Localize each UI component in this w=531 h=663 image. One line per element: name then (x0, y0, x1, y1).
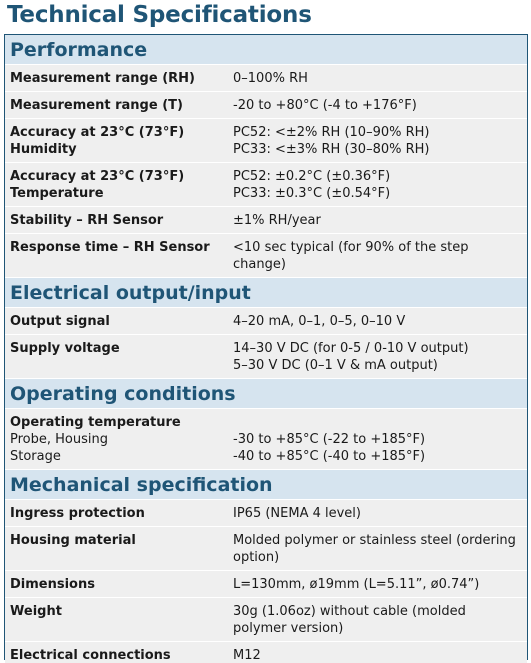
spec-value (227, 168, 527, 202)
spec-value-line: PC33: ±0.3°C (±0.54°F) (233, 186, 391, 201)
spec-label: Dimensions (10, 577, 95, 592)
spec-label: Electrical connections (10, 648, 171, 663)
spec-row (5, 119, 527, 163)
spec-row (5, 234, 527, 278)
spec-value-line: PC52: ±0.2°C (±0.36°F) (233, 169, 391, 184)
spec-value (227, 124, 527, 158)
spec-label-line: Humidity (10, 142, 77, 157)
spec-label (5, 414, 227, 465)
spec-row (5, 500, 527, 527)
spec-value-line: -40 to +85°C (-40 to +185°F) (233, 449, 426, 464)
spec-row (5, 92, 527, 119)
spec-label-line: Operating temperature (10, 415, 181, 430)
spec-value: ±1% RH/year (233, 213, 321, 228)
spec-value-line: 5–30 V DC (0–1 V & mA output) (233, 358, 438, 373)
spec-label: Weight (10, 604, 62, 619)
spec-sublabel: Storage (10, 449, 61, 464)
spec-value (227, 340, 527, 374)
spec-sublabel: Probe, Housing (10, 432, 108, 447)
spec-row (5, 642, 527, 663)
spec-value: 0–100% RH (233, 71, 308, 86)
section-heading-operating: Operating conditions (5, 379, 527, 409)
spec-label: Housing material (10, 533, 136, 548)
spec-label (5, 124, 227, 158)
spec-value: 4–20 mA, 0–1, 0–5, 0–10 V (233, 314, 406, 329)
spec-row (5, 598, 527, 642)
spec-row (5, 335, 527, 379)
spec-label: Measurement range (T) (10, 98, 183, 113)
spec-value-line: PC33: <±3% RH (30–80% RH) (233, 142, 430, 157)
spec-row (5, 163, 527, 207)
spec-label: Supply voltage (10, 341, 120, 356)
spec-label-line: Accuracy at 23°C (73°F) (10, 169, 185, 184)
spec-label: Output signal (10, 314, 110, 329)
spec-value: <10 sec typical (for 90% of the step change) (233, 240, 469, 272)
spec-value: -20 to +80°C (-4 to +176°F) (233, 98, 417, 113)
spec-row (5, 308, 527, 335)
spec-value-line (233, 414, 523, 431)
spec-value: IP65 (NEMA 4 level) (233, 506, 361, 521)
section-heading-performance: Performance (5, 35, 527, 65)
spec-label: Response time – RH Sensor (10, 240, 210, 255)
section-heading-electrical: Electrical output/input (5, 278, 527, 308)
spec-row (5, 65, 527, 92)
spec-table (4, 34, 528, 663)
section-heading-mechanical: Mechanical specification (5, 470, 527, 500)
spec-row (5, 409, 527, 470)
spec-label-line: Temperature (10, 186, 104, 201)
spec-value (227, 414, 527, 465)
spec-row (5, 207, 527, 234)
spec-label-line: Accuracy at 23°C (73°F) (10, 125, 185, 140)
spec-row (5, 571, 527, 598)
page-title: Technical Specifications (7, 2, 312, 28)
spec-value-line: 14–30 V DC (for 0-5 / 0-10 V output) (233, 341, 469, 356)
spec-value: Molded polymer or stainless steel (ordering option) (233, 533, 516, 565)
spec-value-line: PC52: <±2% RH (10–90% RH) (233, 125, 430, 140)
spec-label: Ingress protection (10, 506, 145, 521)
spec-value-line: -30 to +85°C (-22 to +185°F) (233, 432, 426, 447)
spec-value: L=130mm, ø19mm (L=5.11”, ø0.74”) (233, 577, 480, 592)
spec-label: Measurement range (RH) (10, 71, 195, 86)
spec-label (5, 168, 227, 202)
spec-value: 30g (1.06oz) without cable (molded polymer version) (233, 604, 466, 636)
spec-row (5, 527, 527, 571)
spec-value: M12 (233, 648, 261, 663)
spec-label: Stability – RH Sensor (10, 213, 164, 228)
